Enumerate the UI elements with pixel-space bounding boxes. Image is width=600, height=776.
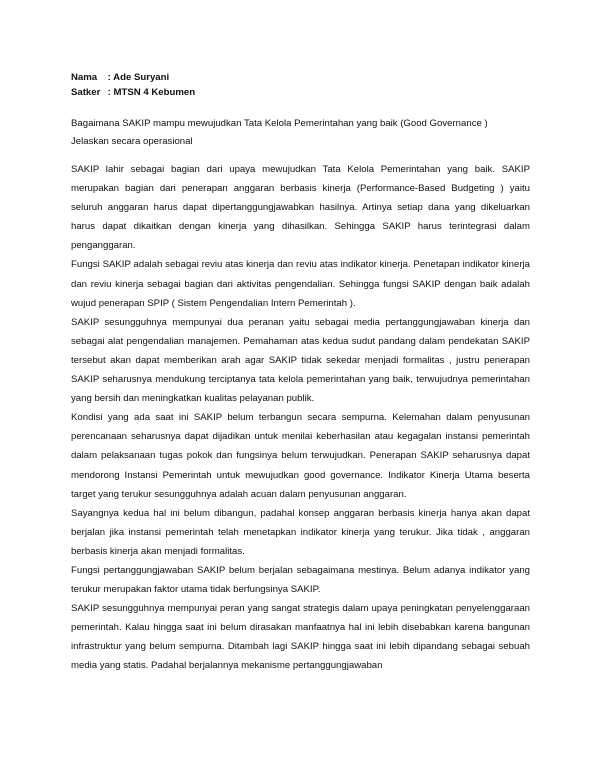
name-value: : Ade Suryani [107,72,170,83]
paragraph: Sayangnya kedua hal ini belum dibangun, padahal konsep anggaran berbasis kinerja hanya akan dapat berjalan jika instansi pemerintah telah menetapkan indikator kinerja yang terukur. Jika tidak , anggaran berbasis kinerja akan menjadi formalitas. [71,507,530,557]
assignment-question [71,115,530,151]
unit-value: : MTSN 4 Kebumen [107,87,196,98]
paragraph: SAKIP lahir sebagai bagian dari upaya mewujudkan Tata Kelola Pemerintahan yang baik. SAKIP merupakan bagian dari penerapan anggaran berbasis kinerja (Performance-Based Budgeting ) yaitu seluruh anggaran harus dapat dipertanggungjawabkan hasilnya. Artinya setiap dana yang dikeluarkan harus dapat dikaitkan dengan kinerja yang dihasilkan. Sehingga SAKIP harus terintegrasi dalam penganggaran. [71,164,530,252]
paragraph: Fungsi pertanggungjawaban SAKIP belum berjalan sebagaimana mestinya. Belum adanya indikator yang terukur merupakan faktor utama tidak berfungsinya SAKIP. [71,564,530,596]
paragraph: SAKIP sesungguhnya mempunyai peran yang sangat strategis dalam upaya peningkatan penyelenggaraan pemerintah. Kalau hingga saat ini belum dirasakan manfaatnya hal ini lebih disebabkan karena bangunan infrastruktur yang belum sempurna. Ditambah lagi SAKIP hingga saat ini lebih dipandang sebagai sebuah media yang statis. Padahal berjalannya mekanisme pertanggungjawaban [71,603,530,672]
name-label: Nama [71,72,98,83]
paragraph: Kondisi yang ada saat ini SAKIP belum terbangun secara sempurna. Kelemahan dalam penyusunan perencanaan seharusnya dapat dijadikan untuk menilai keberhasilan atau kegagalan instansi pemerintah dalam pelaksanaan tugas pokok dan fungsinya belum terwujudkan. Penerapan SAKIP seharusnya dapat mendorong Instansi Pemerintah untuk mewujudkan good governance. Indikator Kinerja Utama beserta target yang terukur sesungguhnya adalah acuan dalam penyusunan anggaran. [71,412,530,500]
author-info [71,70,530,100]
document-page [71,70,530,676]
paragraph: SAKIP sesungguhnya mempunyai dua peranan yaitu sebagai media pertanggungjawaban kinerja dan sebagai alat pengendalian manajemen. Pemahaman atas kedua sudut pandang dalam pendekatan SAKIP tersebut akan dapat memberikan arah agar SAKIP tidak sekedar menjadi formalitas , justru penerapan SAKIP seharusnya mendukung terciptanya tata kelola pemerintahan yang baik, terwujudnya pemerintahan yang bersih dan meningkatkan kualitas pelayanan publik. [71,316,530,405]
paragraph: Fungsi SAKIP adalah sebagai reviu atas kinerja dan reviu atas indikator kinerja. Penetapan indikator kinerja dan reviu kinerja sebagai bagian dari aktivitas pengendalian. Sehingga fungsi SAKIP dengan baik adalah wujud penerapan SPIP ( Sistem Pengendalian Intern Pemerintah ). [71,259,530,309]
question-line: Bagaimana SAKIP mampu mewujudkan Tata Kelola Pemerintahan yang baik (Good Governance ) [71,118,488,129]
unit-label: Satker [71,87,101,98]
question-instruction: Jelaskan secara operasional [71,136,193,147]
unit-row [71,85,530,100]
essay-body [71,160,530,676]
name-row [71,70,530,85]
